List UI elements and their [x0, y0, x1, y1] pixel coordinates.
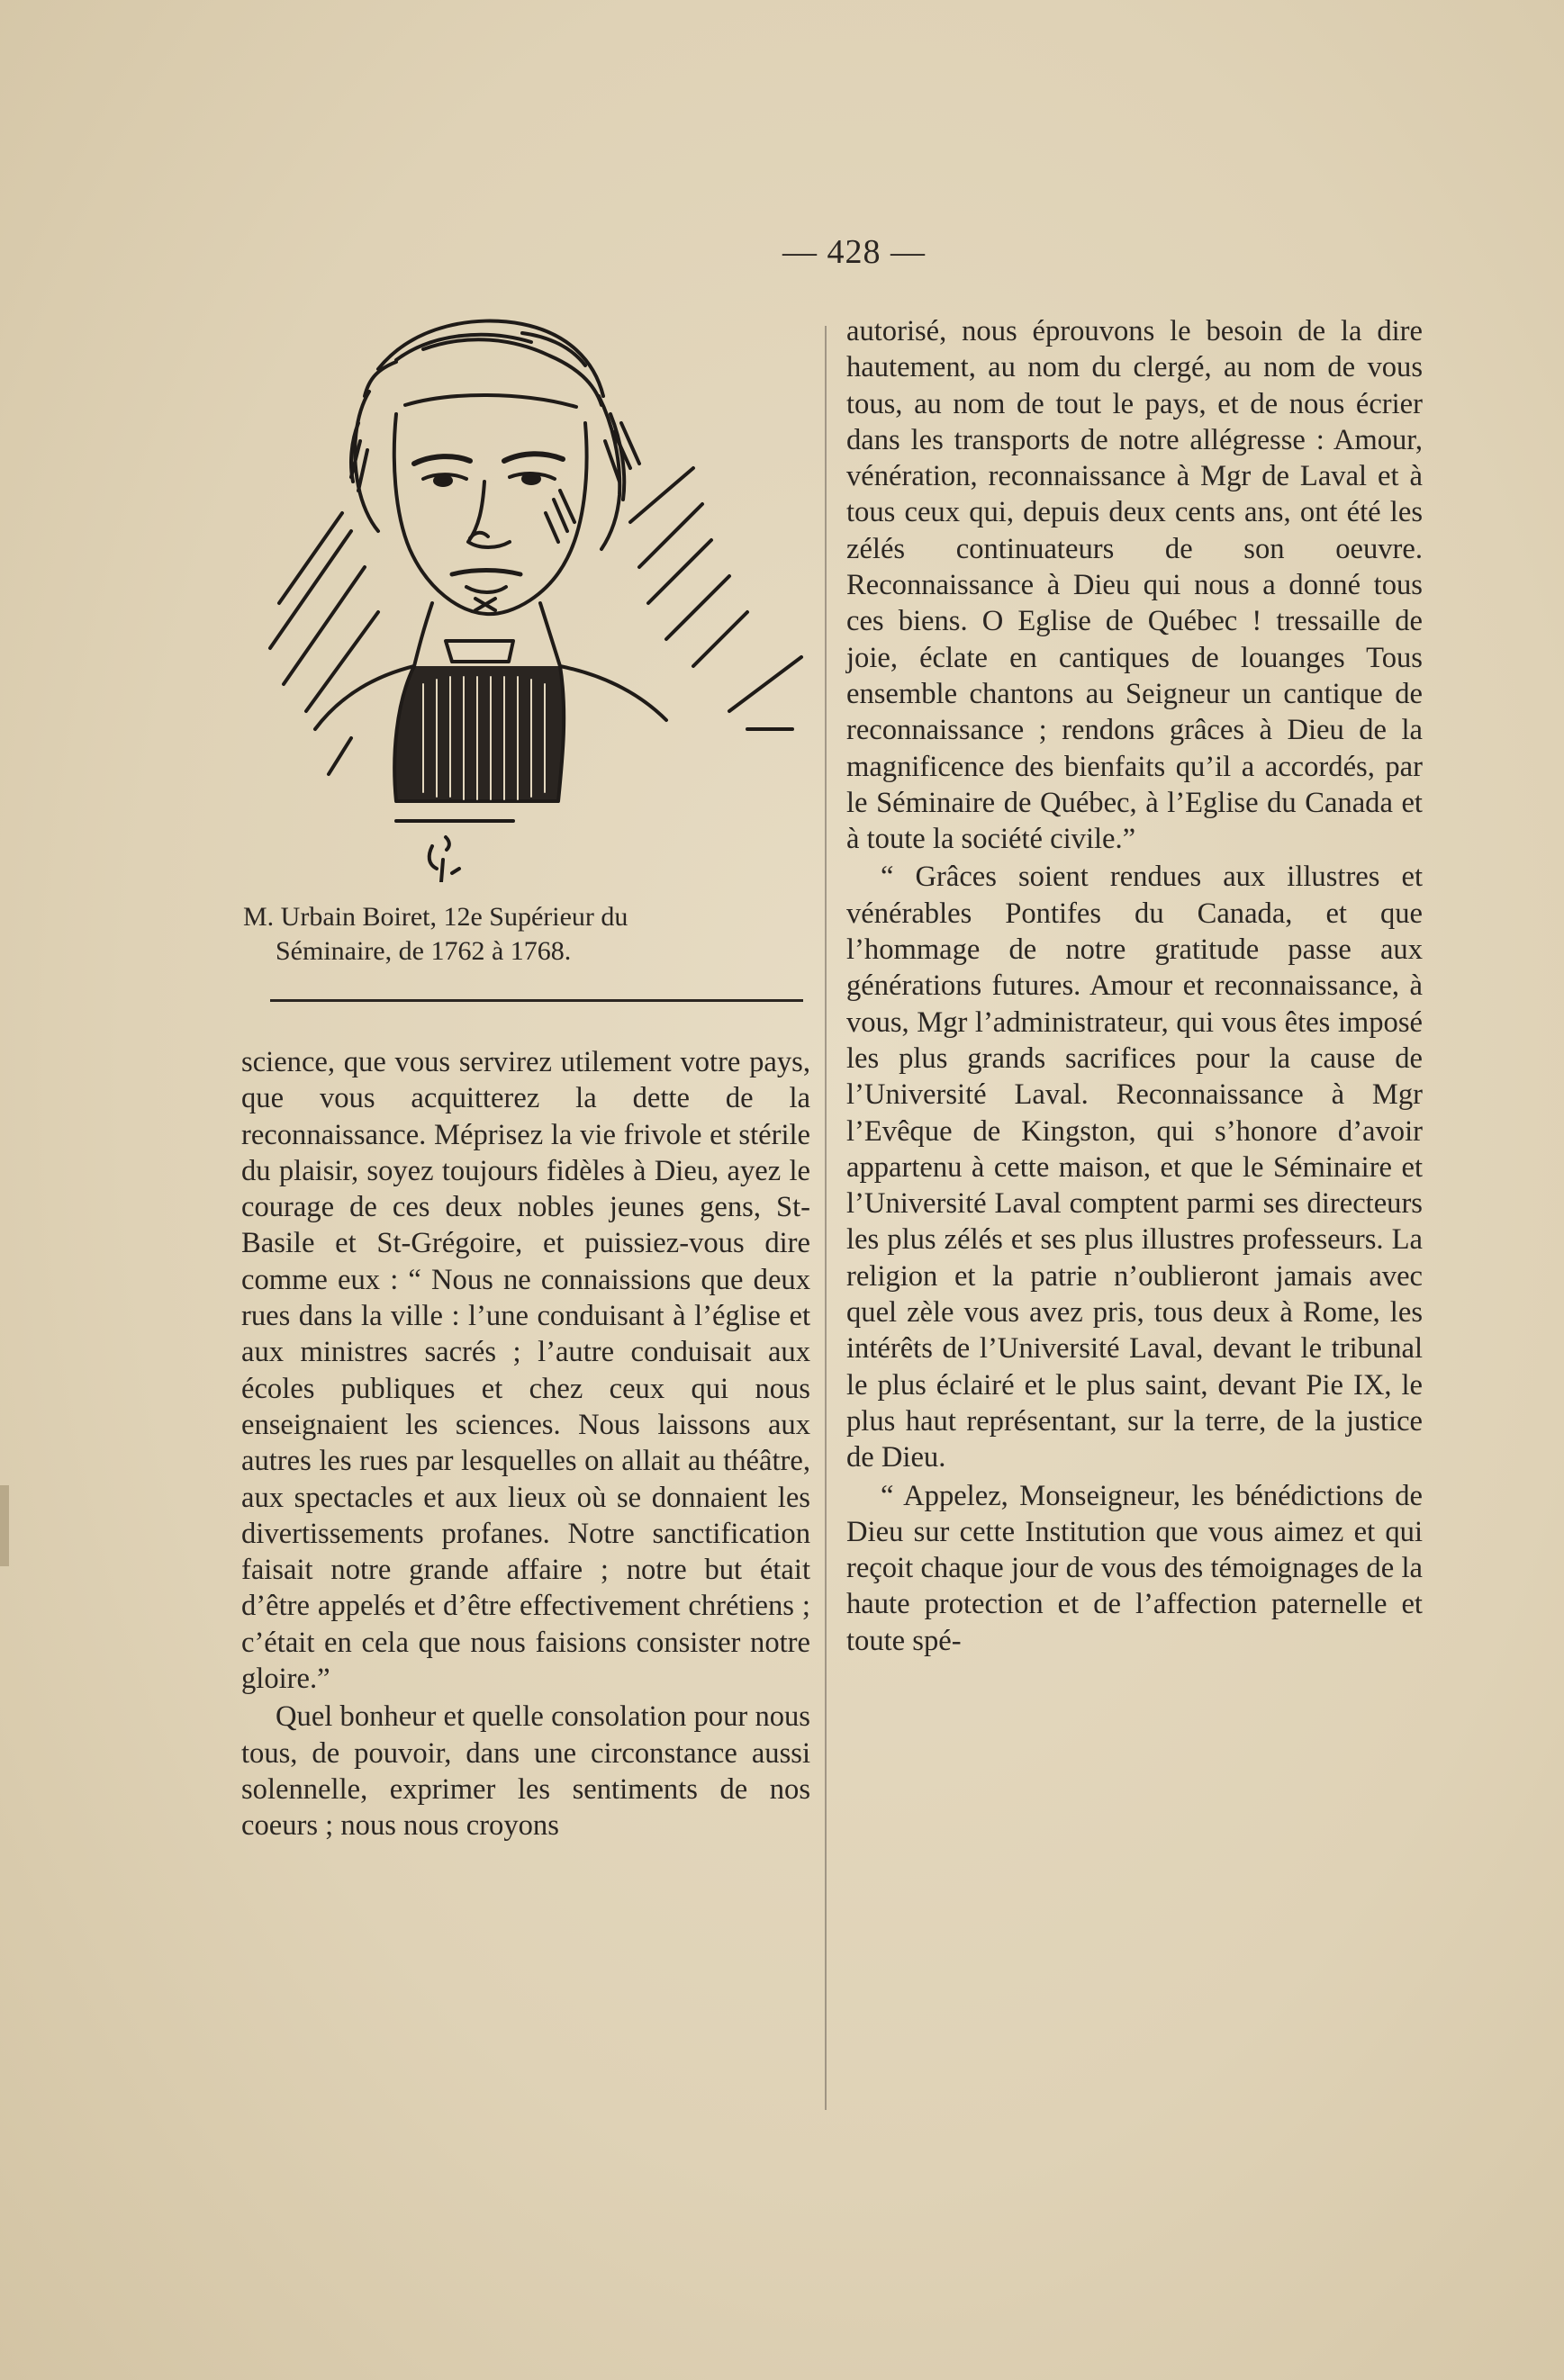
caption-line-2: Séminaire, de 1762 à 1768.	[276, 936, 572, 966]
left-column	[241, 1044, 810, 1844]
caption-rule	[270, 999, 803, 1002]
portrait-sketch-icon	[243, 306, 810, 882]
page-edge-mark	[0, 1485, 9, 1566]
caption-line-1: M. Urbain Boiret, 12e Supérieur du	[243, 902, 628, 932]
column-divider	[825, 326, 827, 2110]
page-number: — 428 —	[782, 233, 926, 271]
paragraph: Quel bonheur et quelle consolation pour nous tous, de pouvoir, dans une circonstance aussi solennelle, exprimer les sentiments de nos coeurs ; nous nous croyons	[241, 1700, 810, 1843]
paragraph: science, que vous servirez utilement votre pays, que vous acquitterez la dette de la reconnaissance. Méprisez la vie frivole et stérile du plaisir, soyez toujours fidèles à Dieu, ayez le courage de ces deux nobles jeunes gens, St-Basile et St-Grégoire, et puissiez-vous dire comme eux : “ Nous ne connaissions que deux rues dans la ville : l’une conduisant à l’église et aux ministres sacrés ; l’autre conduisait aux écoles publiques et chez ceux qui nous enseignaient les sciences. Nous laissons aux autres les rues par lesquelles on allait au théâtre, aux spectacles et aux lieux où se donnaient les divertissements profanes. Notre sanctification faisait notre grande affaire ; notre but était d’être appelés et d’être effectivement chrétiens ; c’était en cela que nous faisions consister notre gloire.”	[241, 1046, 810, 1696]
paragraph: autorisé, nous éprouvons le besoin de la dire hautement, au nom du clergé, au nom de vous tous, au nom de tout le pays, et de nous écrier dans les transports de notre allégresse : Amour, vénération, reconnaissance à Mgr de Laval et à tous ceux qui, depuis deux cents ans, ont été les zélés continuateurs de son oeuvre. Reconnaissance à Dieu qui nous a donné tous ces biens. O Eglise de Québec ! tressaille de joie, éclate en cantiques de louanges Tous ensemble chantons au Seigneur un cantique de reconnaissance ; rendons grâces à Dieu de la magnificence des bienfaits qu’il a accordés, par le Séminaire de Québec, à l’Eglise du Canada et à toute la société civile.”	[846, 315, 1423, 856]
paragraph: “ Grâces soient rendues aux illustres et vénérables Pontifes du Canada, et que l’hommage de notre gratitude passe aux générations futures. Amour et reconnaissance, à vous, Mgr l’administrateur, qui vous êtes imposé les plus grands sacrifices pour la cause de l’Université Laval. Reconnaissance à Mgr l’Evêque de Kingston, qui s’honore d’avoir appartenu à cette maison, et que le Séminaire et l’Université Laval comptent parmi ses directeurs les plus zélés et ses plus illustres professeurs. La religion et la patrie n’oublieront jamais avec quel zèle vous avez pris, tous deux à Rome, les intérêts de l’Université Laval, devant le tribunal le plus éclairé et le plus saint, devant Pie IX, le plus haut représentant, sur la terre, de la justice de Dieu.	[846, 861, 1423, 1474]
paragraph: “ Appelez, Monseigneur, les bénédictions de Dieu sur cette Institution que vous aimez et qui reçoit chaque jour de vous des témoignages de la haute protection et de l’affection paternelle et toute spé-	[846, 1479, 1423, 1657]
figure-caption	[243, 900, 816, 969]
right-column	[846, 313, 1423, 1659]
